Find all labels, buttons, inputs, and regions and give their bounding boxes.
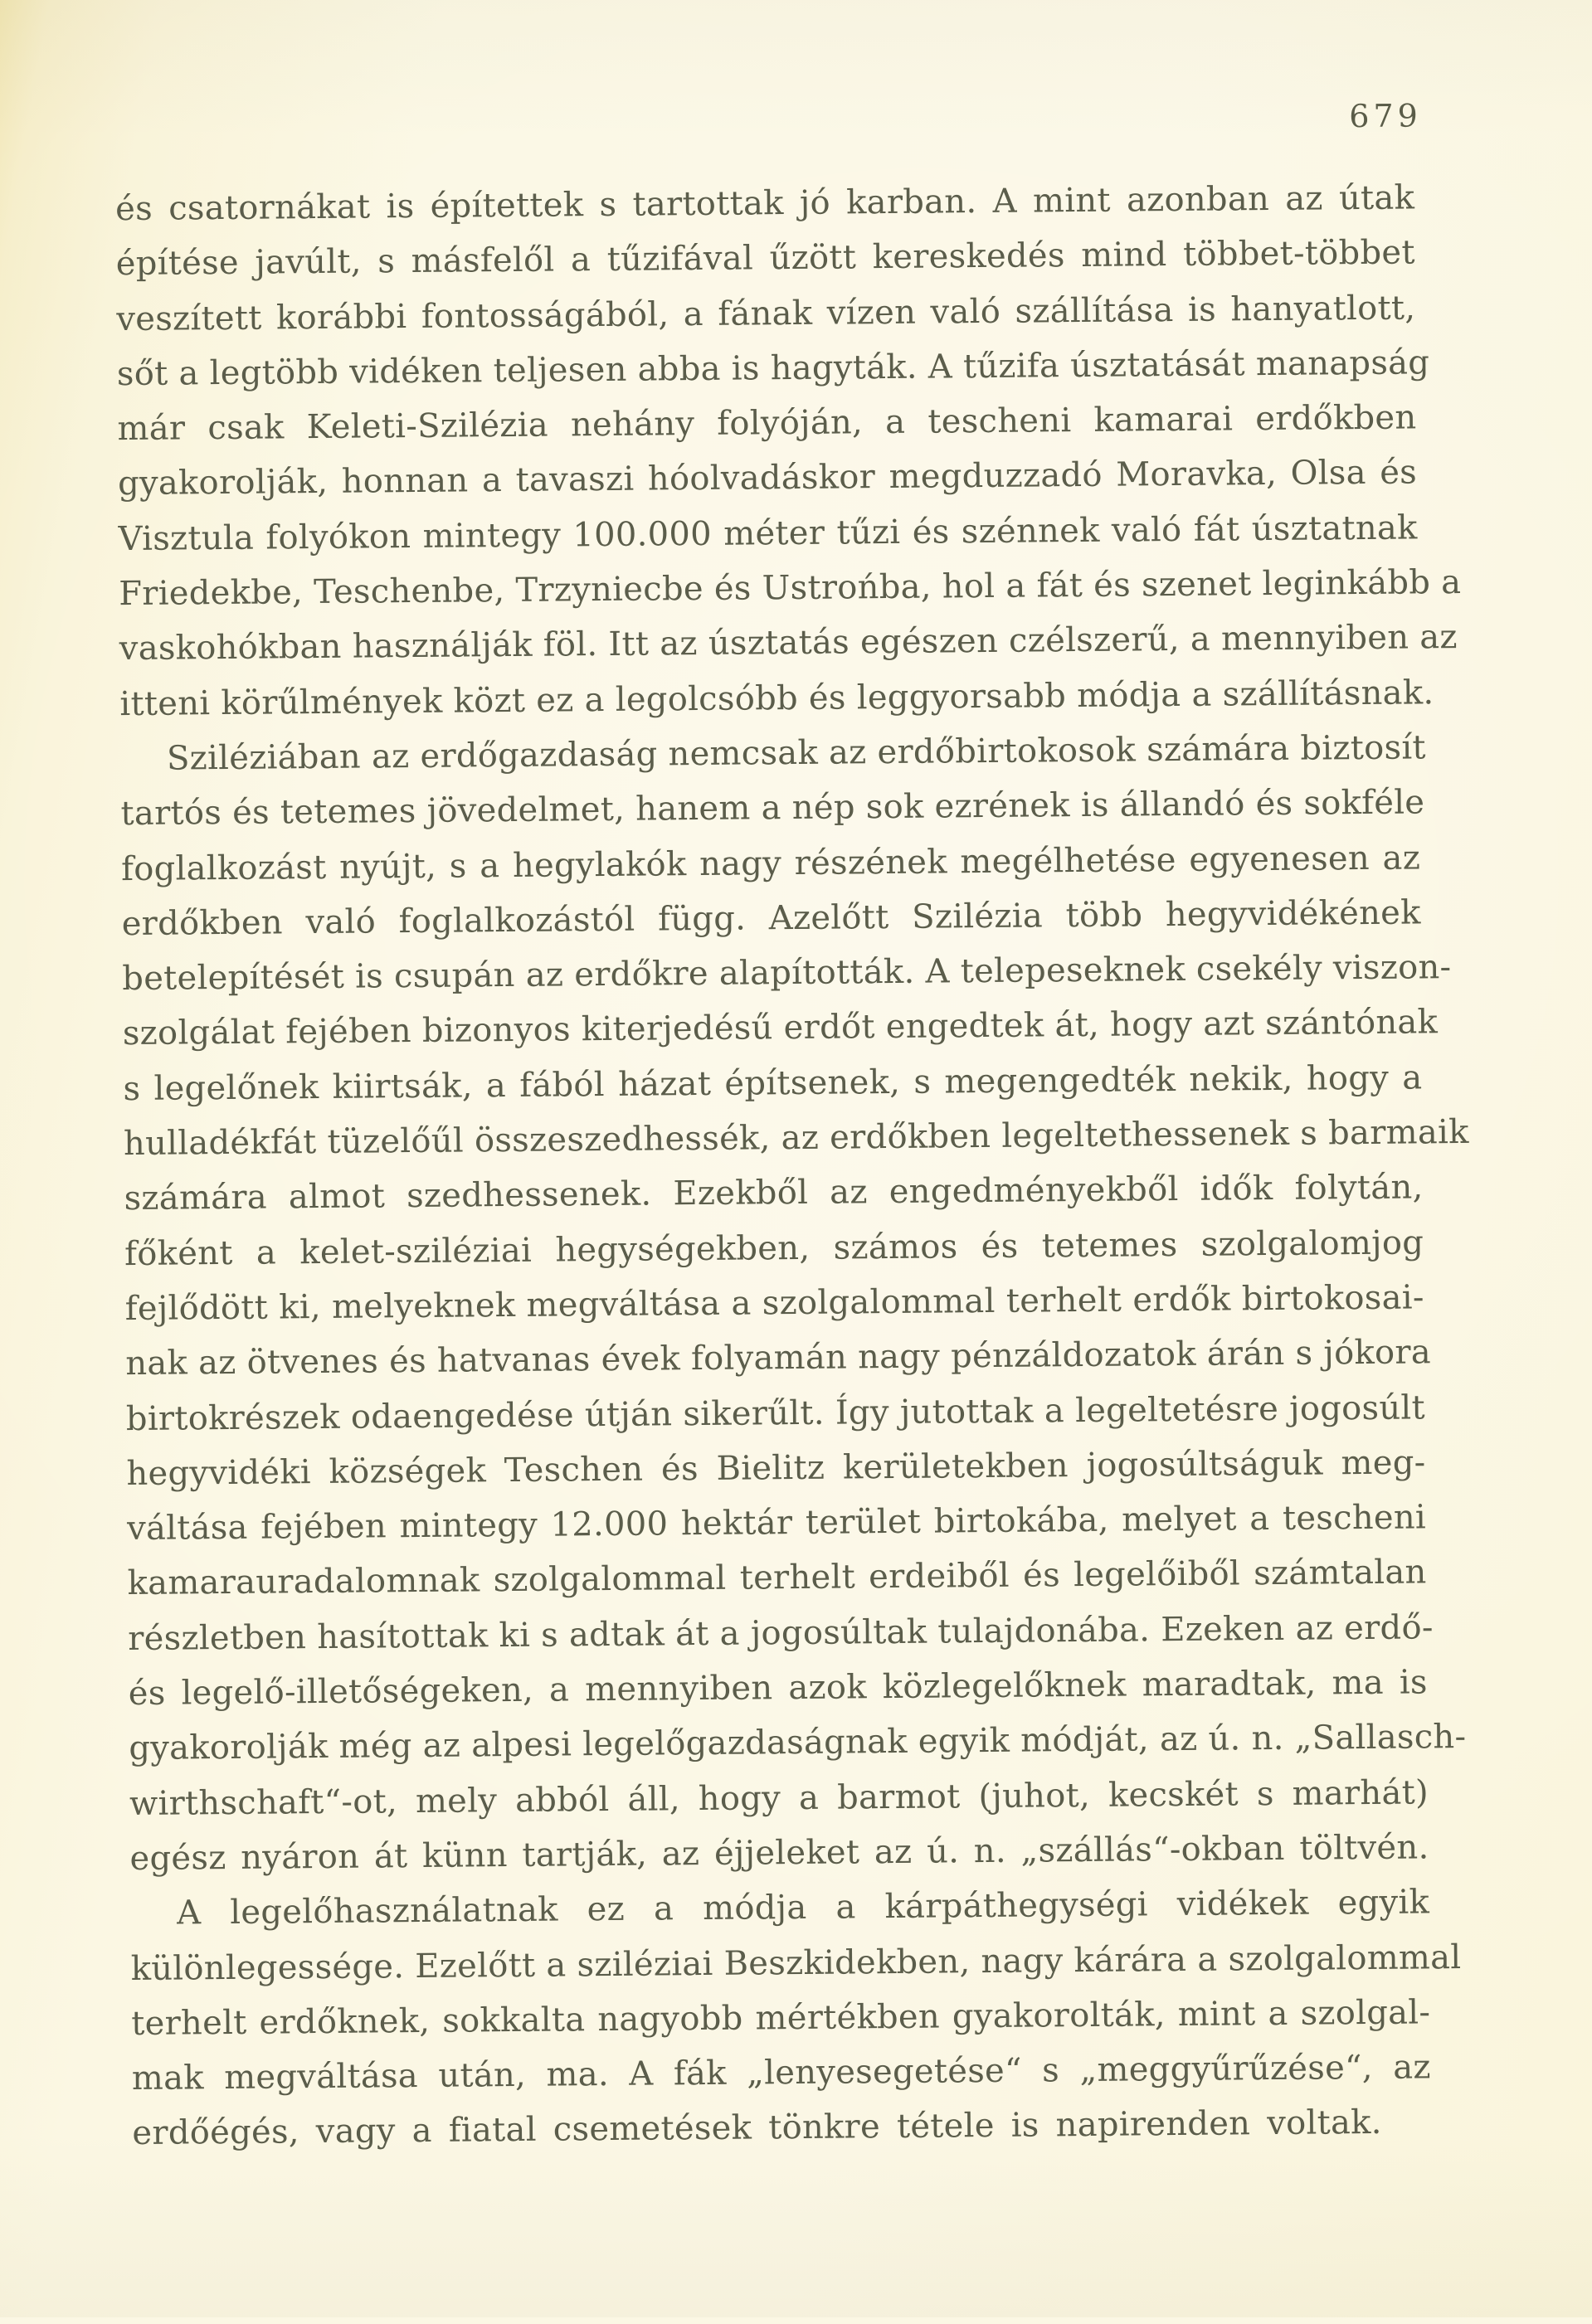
text-line: egész nyáron át künn tartják, az éjjeleket az ú. n. „szállás“-okban töltvén.	[129, 1828, 1429, 1878]
text-line: Sziléziában az erdőgazdaság nemcsak az erdőbirtokosok számára biztosít	[166, 728, 1426, 778]
text-line: és legelő-illetőségeken, a mennyiben azok közlegelőknek maradtak, ma is	[128, 1663, 1428, 1714]
text-line: fejlődött ki, melyeknek megváltása a szolgalommal terhelt erdők birtokosai-	[124, 1278, 1424, 1329]
text-line: sőt a legtöbb vidéken teljesen abba is hagyták. A tűzifa úsztatását manapság	[116, 343, 1430, 394]
page-number: 679	[1349, 97, 1422, 135]
text-line: hulladékfát tüzelőűl összeszedhessék, az erdőkben legeltethessenek s barmaik	[123, 1112, 1469, 1164]
text-line: főként a kelet-sziléziai hegységekben, számos és tetemes szolgalomjog	[124, 1223, 1424, 1273]
text-line: veszített korábbi fontosságából, a fának vízen való szállítása is hanyatlott,	[116, 289, 1416, 338]
text-line: nak az ötvenes és hatvanas évek folyamán nagy pénzáldozatok árán s jókora	[125, 1333, 1432, 1383]
paragraph	[130, 1875, 1462, 2161]
paragraph	[120, 720, 1469, 1886]
text-line: betelepítését is csupán az erdőkre alapították. A telepeseknek csekély viszon-	[122, 948, 1452, 999]
text-line: birtokrészek odaengedése útján sikerűlt. Így jutottak a legeltetésre jogosúlt	[125, 1388, 1426, 1438]
text-line: gyakorolják még az alpesi legelőgazdaságnak egyik módját, az ú. n. „Sallasch-	[129, 1718, 1467, 1768]
text-line: és csatornákat is építettek s tartottak jó karban. A mint azonban az útak	[114, 178, 1415, 229]
text-line: szolgálat fejében bizonyos kiterjedésű erdőt engedtek át, hogy azt szántónak	[122, 1003, 1439, 1053]
text-line: terhelt erdőknek, sokkalta nagyobb mértékben gyakorolták, mint a szolgal-	[131, 1993, 1431, 2043]
text-line: építése javúlt, s másfelől a tűzifával űzött kereskedés mind többet-többet	[115, 233, 1415, 284]
text-line: részletben hasítottak ki s adtak át a jogosúltak tulajdonába. Ezeken az erdő-	[128, 1608, 1434, 1658]
text-line: tartós és tetemes jövedelmet, hanem a nép sok ezrének is állandó és sokféle	[120, 783, 1425, 834]
text-line: wirthschaft“-ot, mely abból áll, hogy a barmot (juhot, kecskét s marhát)	[129, 1772, 1429, 1823]
text-line: Visztula folyókon mintegy 100.000 méter tűzi és szénnek való fát úsztatnak	[118, 508, 1418, 558]
text-line: hegyvidéki községek Teschen és Bielitz kerületekben jogosúltságuk meg-	[126, 1443, 1426, 1493]
text-line: A legelőhasználatnak ez a módja a kárpáthegységi vidékek egyik	[176, 1883, 1430, 1933]
text-line: erdőkben való foglalkozástól függ. Azelőtt Szilézia több hegyvidékének	[121, 893, 1421, 943]
text-line: már csak Keleti-Szilézia nehány folyóján, a tescheni kamarai erdőkben	[117, 398, 1417, 449]
body-text	[114, 170, 1469, 2161]
text-line: gyakorolják, honnan a tavaszi hóolvadáskor megduzzadó Moravka, Olsa és	[117, 453, 1418, 503]
text-line: erdőégés, vagy a fiatal csemetések tönkre tétele is napirenden voltak.	[132, 2103, 1382, 2153]
text-line: itteni körűlmények közt ez a legolcsóbb és leggyorsabb módja a szállításnak.	[119, 673, 1434, 723]
text-line: mak megváltása után, ma. A fák „lenyesegetése“ s „meggyűrűzése“, az	[131, 2048, 1432, 2098]
text-line: kamarauradalomnak szolgalommal terhelt erdeiből és legelőiből számtalan	[127, 1553, 1427, 1603]
text-line: foglalkozást nyújt, s a hegylakók nagy részének megélhetése egyenesen az	[120, 838, 1421, 888]
text-line: s legelőnek kiirtsák, a fából házat építsenek, s megengedték nekik, hogy a	[123, 1058, 1423, 1108]
text-line: számára almot szedhessenek. Ezekből az engedményekből idők folytán,	[124, 1168, 1424, 1218]
text-line: különlegessége. Ezelőtt a sziléziai Beszkidekben, nagy kárára a szolgalommal	[130, 1937, 1462, 1988]
text-line: váltása fejében mintegy 12.000 hektár terület birtokába, melyet a tescheni	[126, 1498, 1427, 1549]
paragraph	[114, 170, 1462, 732]
text-line: Friedekbe, Teschenbe, Trzyniecbe és Ustrońba, hol a fát és szenet leginkább a	[119, 563, 1462, 614]
text-line: vaskohókban használják föl. Itt az úsztatás egészen czélszerű, a mennyiben az	[119, 618, 1458, 669]
